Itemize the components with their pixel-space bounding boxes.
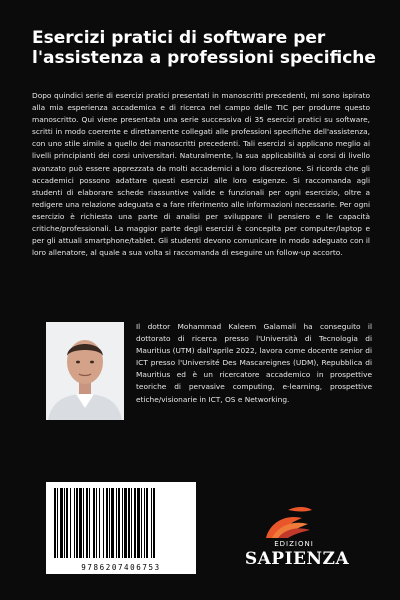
barcode-bar: [134, 488, 136, 558]
barcode-bar: [141, 488, 142, 558]
barcode-bar: [122, 488, 123, 558]
barcode-bar: [128, 488, 130, 558]
book-description: Dopo quindici serie di esercizi pratici presentati in manoscritti precedenti, mi sono ispirato alla mia esperienza accademica e di ricerca nel campo delle TIC per produrre questo manoscritto. Qui viene presentata una serie successiva di 35 esercizi pratici su software, scritti in modo coerente e direttamente collegati alle professioni specifiche dell'assistenza, con uno stile simile a quello dei manoscritti precedenti. Tali esercizi si applicano meglio ai livelli principianti dei corsi universitari. Naturalmente, la sua applicabilità ai corsi di livello avanzato può essere apprezzata da molti accademici a loro discrezione. Si ricorda che gli accademici possono adattare questi esercizi alle loro esigenze. Si raccomanda agli studenti di elaborare schede riassuntive valide e funzionali per ogni esercizio, oltre a redigere una relazione adeguata e a fare riferimento alle informazioni necessarie. Per ogni esercizio è richiesta una parte di analisi per sviluppare il pensiero e le capacità critiche/professionali. La maggior parte degli esercizi è concepita per computer/laptop e per gli attuali smartphone/tablet. Gli studenti devono comunicare in modo adeguato con il loro allenatore, al quale a sua volta si raccomanda di eseguire un follow-up accorto.: [32, 91, 370, 258]
author-photo: [46, 322, 124, 420]
barcode-bar: [118, 488, 120, 558]
barcode-bar: [144, 488, 145, 558]
barcode-bar: [64, 488, 65, 558]
book-title: Esercizi pratici di software per l'assistenza a professioni specifiche: [32, 28, 376, 68]
barcode-bar: [74, 488, 75, 558]
barcode-bar: [111, 488, 114, 558]
barcode-bar: [83, 488, 84, 558]
barcode-bar: [151, 488, 152, 558]
barcode-bar: [106, 488, 108, 558]
barcode-bar: [89, 488, 90, 558]
barcode-bar: [99, 488, 100, 558]
barcode-bar: [60, 488, 63, 558]
barcode-bar: [116, 488, 117, 558]
barcode-bar: [146, 488, 148, 558]
barcode-bar: [124, 488, 127, 558]
barcode-bar: [93, 488, 95, 558]
barcode-bar: [137, 488, 140, 558]
barcode-bar: [66, 488, 68, 558]
barcode-bar: [96, 488, 97, 558]
barcode-bar: [70, 488, 71, 558]
barcode-bar: [86, 488, 88, 558]
publisher-edizioni: EDIZIONI: [274, 540, 314, 548]
isbn-number: 9786207406753: [81, 563, 161, 572]
barcode-bar: [109, 488, 110, 558]
isbn-barcode: [46, 482, 196, 574]
barcode-bar: [103, 488, 104, 558]
barcode-bar: [79, 488, 82, 558]
barcode-bar: [131, 488, 132, 558]
barcode-bar: [76, 488, 78, 558]
publisher-name: SAPIENZA: [244, 549, 350, 569]
author-bio: Il dottor Mohammad Kaleem Galamali ha conseguito il dottorato di ricerca presso l'Università di Tecnologia di Mauritius (UTM) dall'aprile 2022, lavora come docente senior di ICT presso l'Université Des Mascareignes (UDM), Repubblica di Mauritius ed è un ricercatore accademico in prospettive teoriche di pervasive computing, e-learning, prospettive etiche/visionarie in ICT, OS e Networking.: [136, 322, 372, 404]
barcode-bar: [54, 488, 56, 558]
barcode-bar: [153, 488, 155, 558]
barcode-bar: [57, 488, 58, 558]
